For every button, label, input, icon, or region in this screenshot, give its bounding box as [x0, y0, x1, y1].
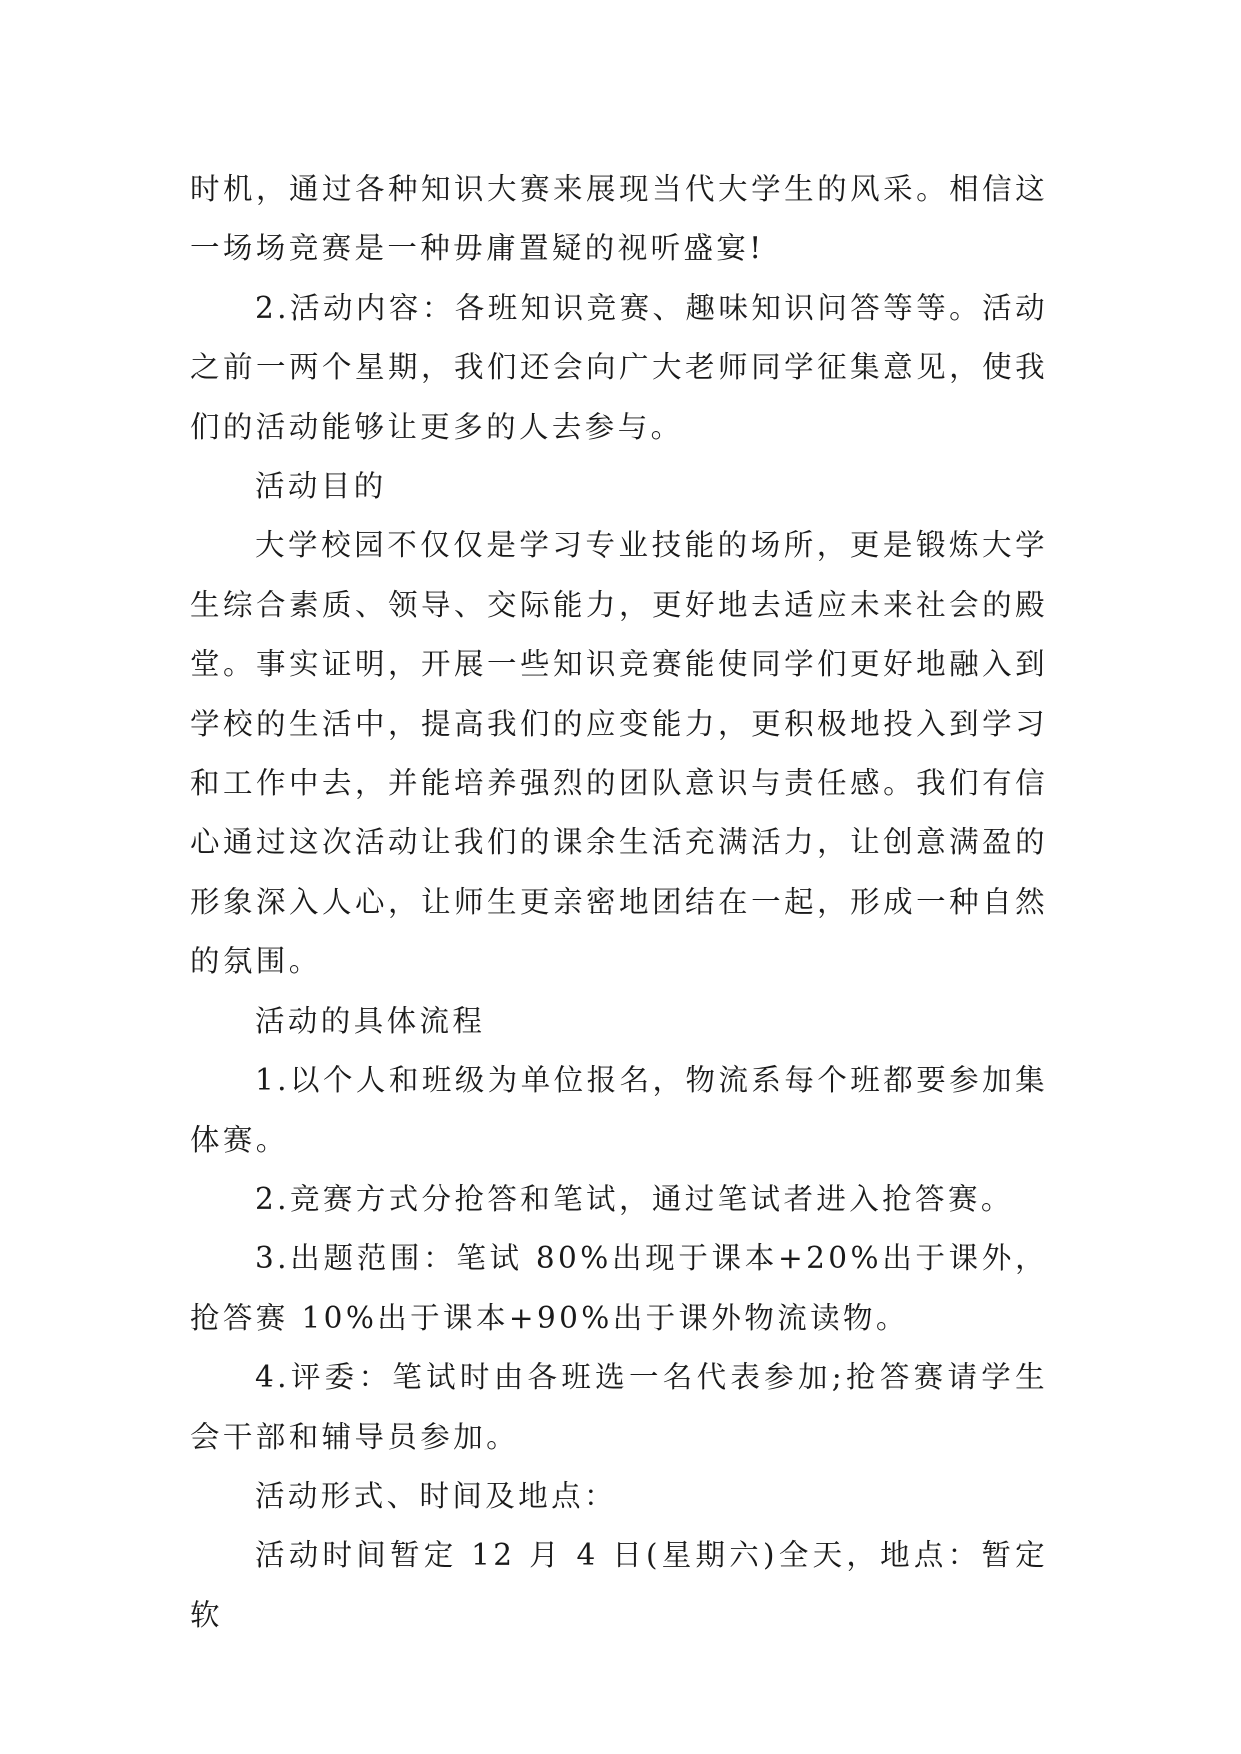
heading-activity-purpose: 活动目的 [255, 469, 387, 504]
paragraph-process-item-2: 2.竞赛方式分抢答和笔试，通过笔试者进入抢答赛。 [255, 1181, 1014, 1216]
paragraph-process-item-4: 4.评委：笔试时由各班选一名代表参加;抢答赛请学生会干部和辅导员参加。 [190, 1360, 1048, 1454]
paragraph-process-item-3: 3.出题范围：笔试 80%出现于课本+20%出于课外，抢答赛 10%出于课本+90%出于课外物流读物。 [190, 1241, 1048, 1335]
heading-activity-form: 活动形式、时间及地点： [255, 1478, 617, 1513]
heading-activity-process: 活动的具体流程 [255, 1003, 486, 1038]
paragraph-activity-time: 活动时间暂定 12 月 4 日(星期六)全天，地点：暂定软 [190, 1538, 1048, 1632]
document-body [190, 160, 1048, 1645]
paragraph-process-item-1: 1.以个人和班级为单位报名，物流系每个班都要参加集体赛。 [190, 1063, 1048, 1157]
paragraph-activity-content: 2.活动内容：各班知识竞赛、趣味知识问答等等。活动之前一两个星期，我们还会向广大老师同学征集意见，使我们的活动能够让更多的人去参与。 [190, 290, 1048, 444]
paragraph-activity-purpose: 大学校园不仅仅是学习专业技能的场所，更是锻炼大学生综合素质、领导、交际能力，更好地去适应未来社会的殿堂。事实证明，开展一些知识竞赛能使同学们更好地融入到学校的生活中，提高我们的应变能力，更积极地投入到学习和工作中去，并能培养强烈的团队意识与责任感。我们有信心通过这次活动让我们的课余生活充满活力，让创意满盈的形象深入人心，让师生更亲密地团结在一起，形成一种自然的氛围。 [190, 528, 1048, 979]
paragraph-continuation: 时机，通过各种知识大赛来展现当代大学生的风采。相信这一场场竞赛是一种毋庸置疑的视听盛宴! [190, 172, 1048, 266]
